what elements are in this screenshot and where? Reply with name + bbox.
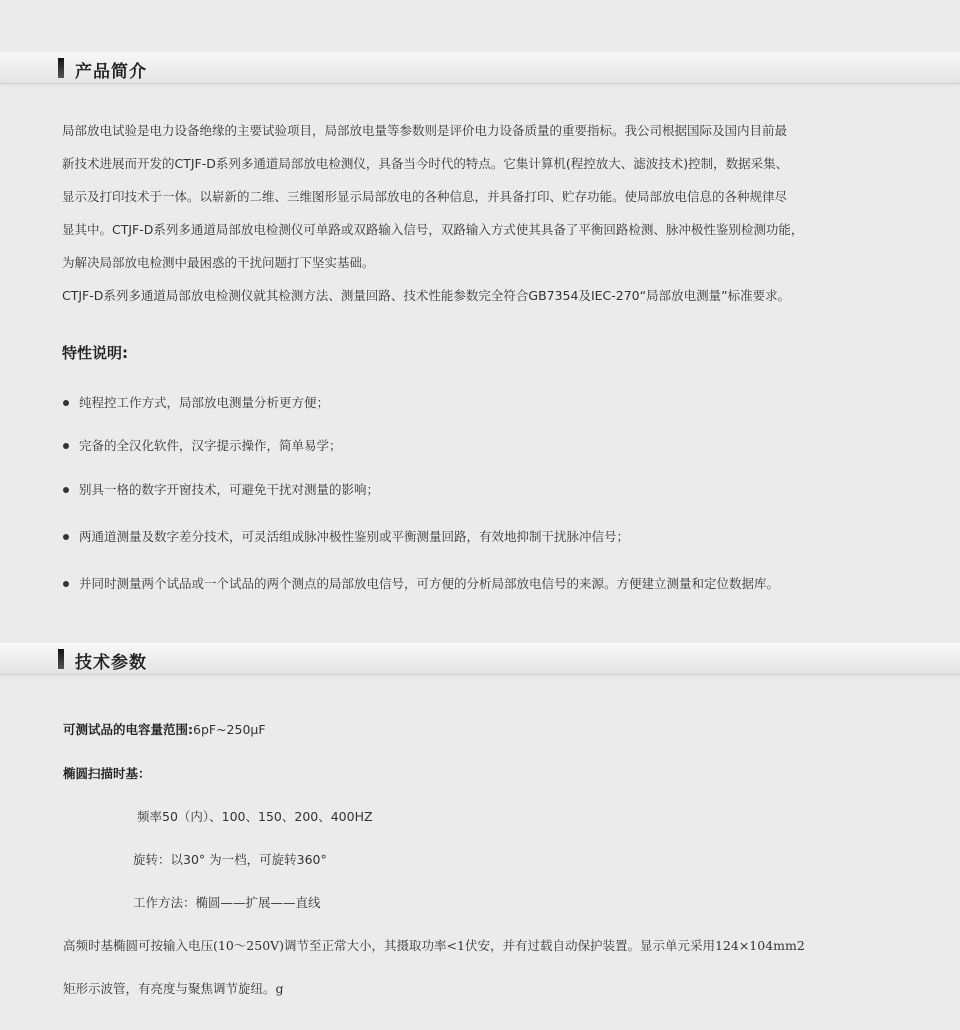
intro-line: 显示及打印技术于一体。以崭新的二维、三维图形显示局部放电的各种信息，并具备打印、贮存功能。使局部放电信息的各种规律尽 <box>62 189 788 204</box>
spec-capacitance <box>63 720 266 738</box>
feature-text: 并同时测量两个试品或一个试品的两个测点的局部放电信号，可方便的分析局部放电信号的来源。方便建立测量和定位数据库。 <box>79 576 780 591</box>
feature-item <box>63 527 629 545</box>
features-heading: 特性说明: <box>62 344 128 362</box>
section-title-specs: 技术参数 <box>75 653 147 673</box>
capacitance-label: 可测试品的电容量范围: <box>63 722 193 737</box>
spec-note-line: 矩形示波管，有亮度与聚焦调节旋纽。g <box>63 981 284 996</box>
bullet-dot-icon <box>63 443 69 449</box>
feature-text: 纯程控工作方式，局部放电测量分析更方便； <box>79 395 330 410</box>
section-header-intro <box>0 52 960 84</box>
feature-text: 完备的全汉化软件，汉字提示操作，简单易学； <box>79 438 342 453</box>
feature-text: 别具一格的数字开窗技术，可避免干扰对测量的影响； <box>79 482 380 497</box>
feature-item <box>63 480 379 498</box>
section-marker <box>58 58 64 78</box>
bullet-dot-icon <box>63 400 69 406</box>
section-title-intro: 产品简介 <box>75 62 147 82</box>
intro-line: 新技术进展而开发的CTJF-D系列多通道局部放电检测仪，具备当今时代的特点。它集计算机(程控放大、滤波技术)控制，数据采集、 <box>62 156 789 171</box>
intro-line: 显其中。CTJF-D系列多通道局部放电检测仪可单路或双路输入信号，双路输入方式使其具备了平衡回路检测、脉冲极性鉴别检测功能， <box>62 222 804 237</box>
spec-rotation: 旋转：以30° 为一档，可旋转360° <box>133 852 327 867</box>
intro-line: CTJF-D系列多通道局部放电检测仪就其检测方法、测量回路、技术性能参数完全符合GB7354及IEC-270“局部放电测量”标准要求。 <box>62 288 791 303</box>
spec-method: 工作方法：椭圆——扩展——直线 <box>133 895 321 910</box>
spec-frequency: 频率50（内）、100、150、200、400HZ <box>137 809 373 824</box>
intro-line: 为解决局部放电检测中最困惑的干扰问题打下坚实基础。 <box>62 255 375 270</box>
bullet-dot-icon <box>63 581 69 587</box>
feature-item <box>63 393 329 411</box>
intro-line: 局部放电试验是电力设备绝缘的主要试验项目，局部放电量等参数则是评价电力设备质量的重要指标。我公司根据国际及国内目前最 <box>62 123 788 138</box>
section-marker <box>58 649 64 669</box>
spec-note-line: 高频时基椭圆可按输入电压(10～250V)调节至正常大小，其摄取功率<1伏安，并有过载自动保护装置。显示单元采用124×104mm2 <box>63 938 805 953</box>
bullet-dot-icon <box>63 534 69 540</box>
feature-item <box>63 574 779 592</box>
bullet-dot-icon <box>63 487 69 493</box>
feature-item <box>63 436 342 454</box>
section-header-specs <box>0 643 960 675</box>
capacitance-value: 6pF~250μF <box>193 722 266 737</box>
feature-text: 两通道测量及数字差分技术，可灵活组成脉冲极性鉴别或平衡测量回路，有效地抑制干扰脉冲信号； <box>79 529 630 544</box>
spec-ellipse-label <box>63 764 151 782</box>
ellipse-label: 椭圆扫描时基： <box>63 766 151 781</box>
